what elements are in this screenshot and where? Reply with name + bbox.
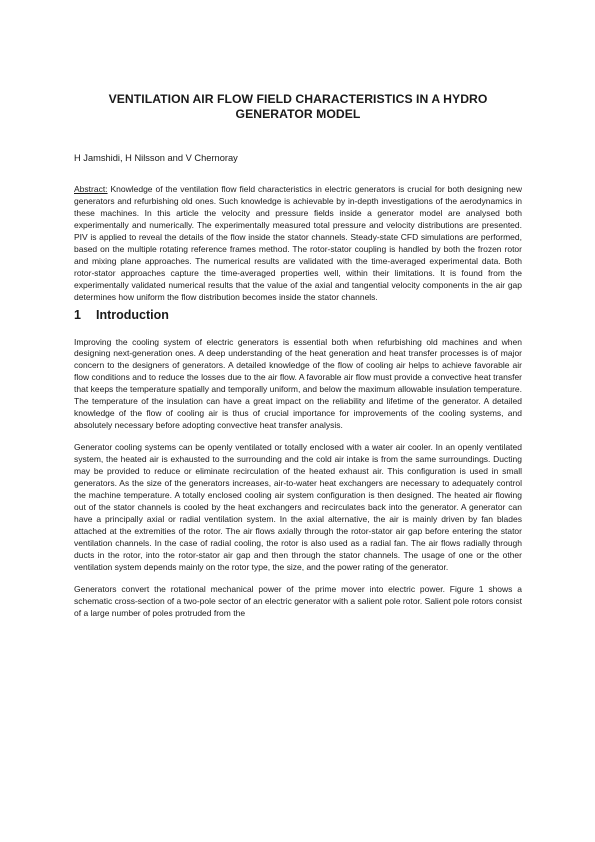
abstract xyxy=(74,184,522,304)
body-paragraph: Improving the cooling system of electric generators is essential both when refurbishing old machines and when designing next-generation ones. A deep understanding of the heat generation and heat transfer processes is of major concern to the designers of generators. A detailed knowledge of the flow of cooling air helps to achieve favorable air flow conditions and to reduce the losses due to the air flow. A favorable air flow must provide a convective heat transfer that keeps the temperature spatially and temporally uniform, and below the maximum allowable insulation temperature. The temperature of the insulation can have a great impact on the reliability and lifetime of the generator. A detailed knowledge of the flow of cooling air is thus of crucial importance for improvements of the cooling systems, and absolutely necessary before adopting convective heat transfer analysis. xyxy=(74,336,522,431)
body-paragraph: Generator cooling systems can be openly ventilated or totally enclosed with a water air cooler. In an openly ventilated system, the heated air is exhausted to the surrounding and the cold air intake is from the same surroundings. Ducting may be provided to reduce or eliminate recirculation of the heated exhaust air. This configuration is used in small generators. As the size of the generators increases, air-to-water heat exchangers are necessary to adequately control the machine temperature. A totally enclosed cooling air system configuration is then designed. The heated air flowing out of the stator channels is cooled by the heat exchangers and recirculates back into the generator. A generator can have a principally axial or radial ventilation system. In the axial alternative, the air is mainly driven by fan blades attached at the extremities of the rotor. The air flows axially through the rotor-stator air gap before entering the stator ventilation channels. In the case of radial cooling, the rotor is also used as a radial fan. The air flows radially through ducts in the rotor, into the rotor-stator air gap and then through the stator channels. The usage of one or the other ventilation system depends mainly on the rotor type, the size, and the power rating of the generator. xyxy=(74,442,522,572)
body-paragraph: Generators convert the rotational mechanical power of the prime mover into electric power. Figure 1 shows a schematic cross-section of a two-pole sector of an electric generator with a salient pole rotor. Salient pole rotors consist of a large number of poles protruded from the xyxy=(74,583,522,618)
paper-page xyxy=(74,92,522,630)
section-heading-introduction xyxy=(74,308,522,323)
section-title: Introduction xyxy=(96,307,169,322)
paper-title: VENTILATION AIR FLOW FIELD CHARACTERISTICS IN A HYDRO GENERATOR MODEL xyxy=(108,92,488,121)
abstract-text: Knowledge of the ventilation flow field characteristics in electric generators is crucial for both designing new generators and refurbishing old ones. Such knowledge is achievable by in-depth investigations of the aerodynamics in these machines. In this article the velocity and pressure fields inside a generator model are analysed both experimentally and numerically. The experimentally measured total pressure and velocity distributions are presented. PIV is applied to reveal the details of the flow inside the stator channels. Steady-state CFD simulations are performed, based on the multiple rotating reference frames method. The rotor-stator coupling is handled by both the frozen rotor and mixing plane approaches. The numerical results are validated with the time-averaged experimental data. Both rotor-stator approaches capture the time-averaged properties well, within their limitations. It is found from the experimentally validated numerical results that the value of the axial and tangential velocity components in the air gap determines how uniform the flow distribution becomes inside the stator channels. xyxy=(74,184,522,302)
abstract-label: Abstract: xyxy=(74,184,108,194)
section-number: 1 xyxy=(74,307,81,322)
author-list: H Jamshidi, H Nilsson and V Chernoray xyxy=(74,153,238,163)
